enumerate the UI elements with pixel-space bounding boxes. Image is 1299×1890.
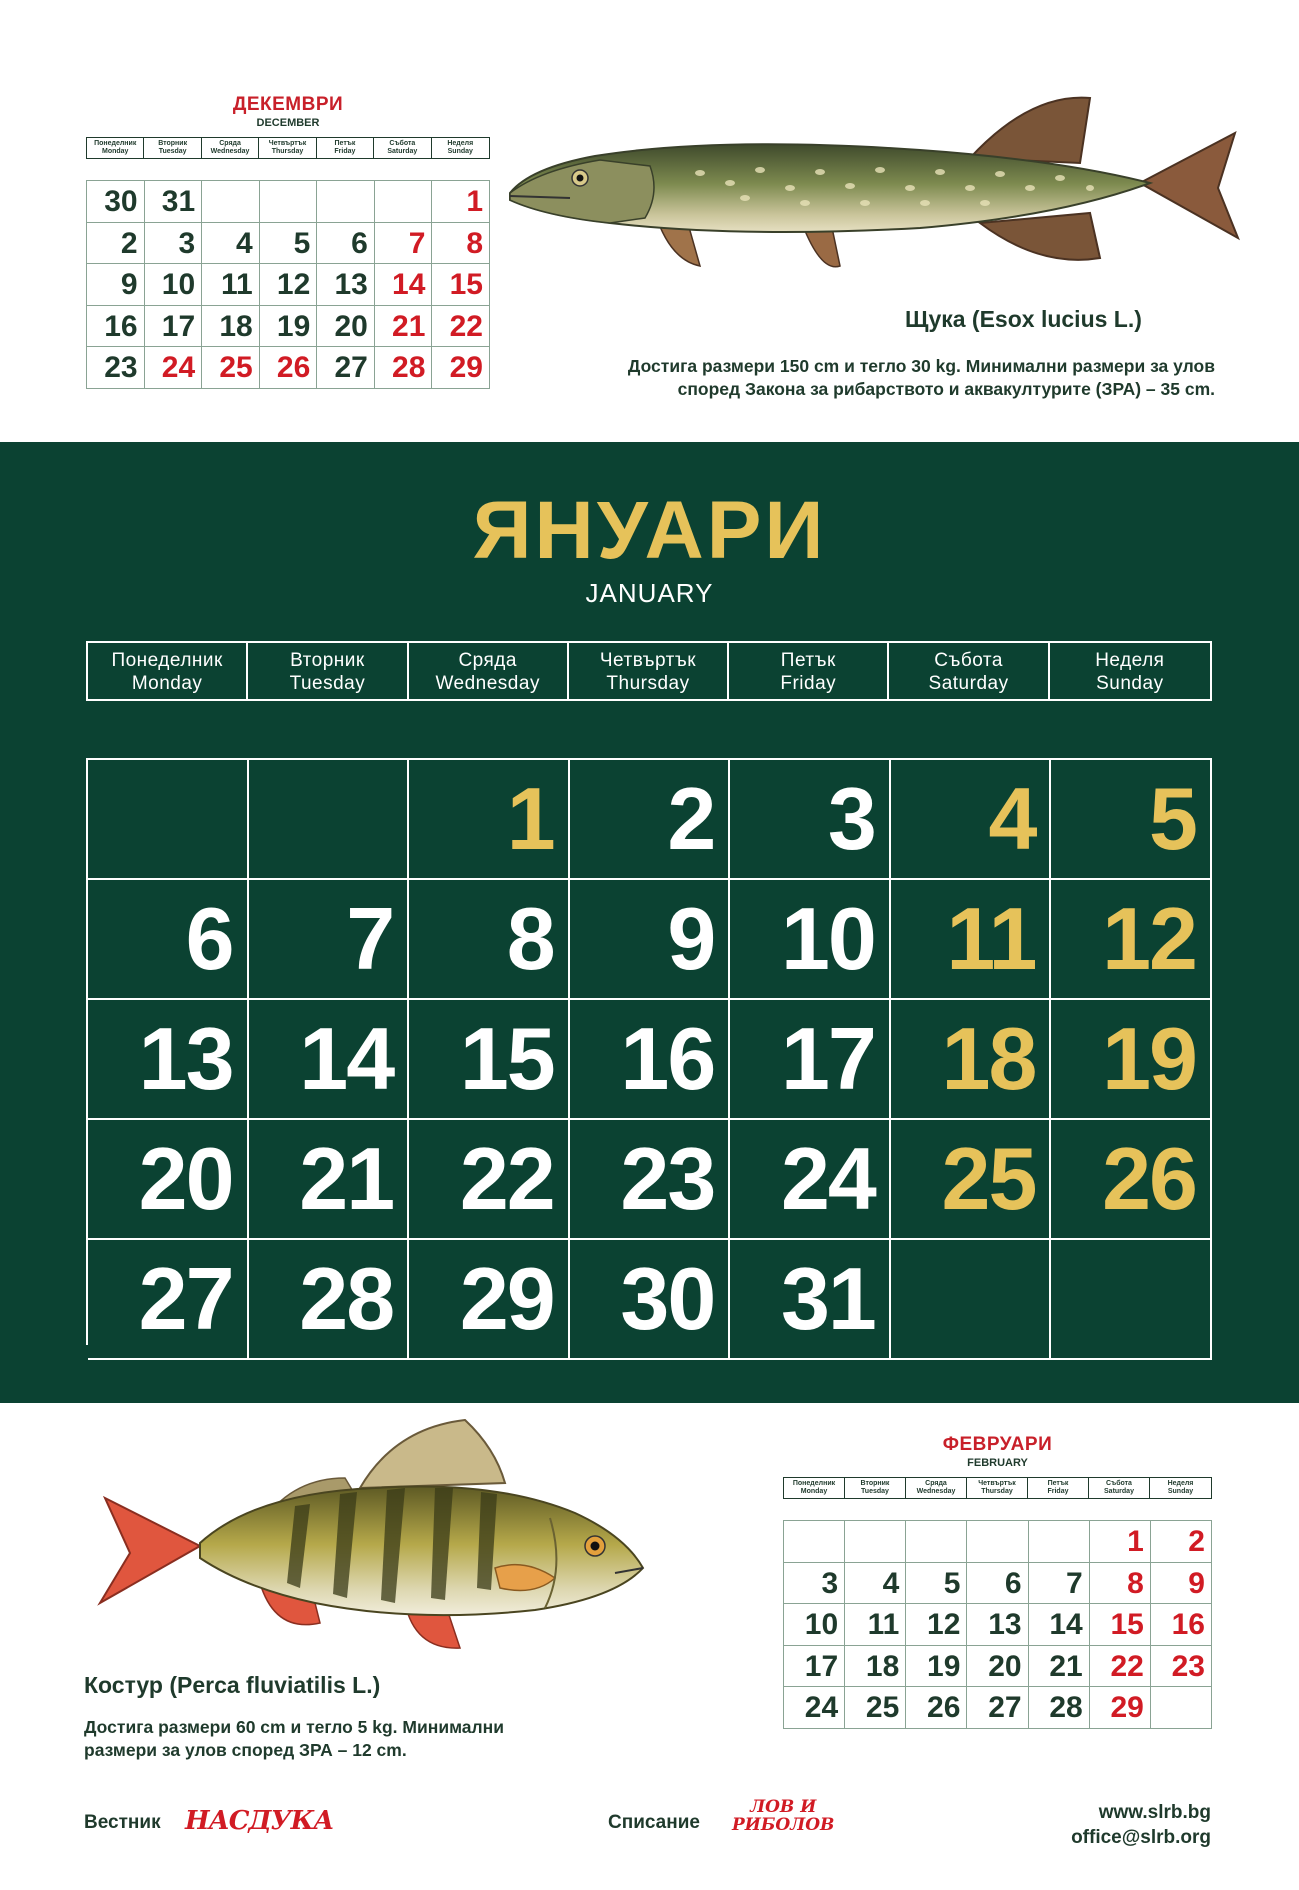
- day-cell: 18: [891, 1000, 1052, 1120]
- weekday-name-en: Wednesday: [916, 1488, 956, 1495]
- day-cell: 2: [1151, 1521, 1212, 1563]
- lov-i-ribolov-logo: [732, 1798, 834, 1834]
- weekday-header-cell: [729, 643, 889, 699]
- contact-info: [1071, 1800, 1211, 1850]
- day-cell: 18: [202, 306, 260, 348]
- day-cell: 1: [432, 181, 490, 223]
- weekday-name-bg: Сряда: [219, 140, 241, 147]
- weekday-name-bg: Петък: [334, 140, 356, 147]
- january-weekday-header: [86, 641, 1212, 701]
- day-cell: 30: [87, 181, 145, 223]
- weekday-header-cell: [569, 643, 729, 699]
- weekday-name-en: Wednesday: [210, 148, 250, 155]
- weekday-name-en: Thursday: [606, 673, 690, 694]
- weekday-name-en: Friday: [780, 673, 837, 694]
- empty-day-cell: [88, 760, 249, 880]
- day-cell: 25: [202, 347, 260, 389]
- day-cell: 7: [249, 880, 410, 1000]
- day-cell: 17: [145, 306, 203, 348]
- day-cell: 13: [317, 264, 375, 306]
- empty-day-cell: [1151, 1687, 1212, 1729]
- empty-day-cell: [260, 181, 318, 223]
- weekday-name-bg: Вторник: [290, 650, 365, 671]
- day-cell: 26: [260, 347, 318, 389]
- perch-fish-illustration: [95, 1418, 655, 1663]
- weekday-header-cell: [1028, 1478, 1089, 1498]
- day-cell: 3: [145, 223, 203, 265]
- day-cell: 13: [88, 1000, 249, 1120]
- day-cell: 7: [1029, 1563, 1090, 1605]
- day-cell: 16: [87, 306, 145, 348]
- day-cell: 28: [1029, 1687, 1090, 1729]
- day-cell: 4: [891, 760, 1052, 880]
- day-cell: 8: [1090, 1563, 1151, 1605]
- weekday-header-cell: [409, 643, 569, 699]
- perch-description-line-1: Достига размери 60 cm и тегло 5 kg. Минимални: [84, 1717, 504, 1737]
- weekday-name-en: Saturday: [928, 673, 1009, 694]
- day-cell: 11: [891, 880, 1052, 1000]
- day-cell: 15: [1090, 1604, 1151, 1646]
- empty-day-cell: [375, 181, 433, 223]
- weekday-name-bg: Четвъртък: [268, 140, 307, 147]
- day-cell: 5: [1051, 760, 1212, 880]
- weekday-name-en: Monday: [800, 1488, 828, 1495]
- pike-fish-illustration: [500, 88, 1240, 283]
- website-link[interactable]: www.slrb.bg: [1098, 1802, 1211, 1823]
- day-cell: 27: [967, 1687, 1028, 1729]
- day-cell: 10: [784, 1604, 845, 1646]
- day-cell: 20: [967, 1646, 1028, 1688]
- day-cell: 19: [260, 306, 318, 348]
- empty-day-cell: [249, 760, 410, 880]
- day-cell: 12: [260, 264, 318, 306]
- empty-day-cell: [891, 1240, 1052, 1360]
- empty-day-cell: [906, 1521, 967, 1563]
- february-title: ФЕВРУАРИ: [942, 1434, 1053, 1455]
- day-cell: 12: [1051, 880, 1212, 1000]
- weekday-header-cell: [845, 1478, 906, 1498]
- february-subtitle: FEBRUARY: [967, 1457, 1028, 1469]
- day-cell: 4: [845, 1563, 906, 1605]
- day-cell: 17: [784, 1646, 845, 1688]
- day-cell: 1: [409, 760, 570, 880]
- day-cell: 29: [432, 347, 490, 389]
- weekday-name-en: Monday: [131, 673, 203, 694]
- day-cell: 22: [1090, 1646, 1151, 1688]
- day-cell: 17: [730, 1000, 891, 1120]
- december-weekday-header: [86, 137, 490, 159]
- day-cell: 18: [845, 1646, 906, 1688]
- empty-day-cell: [967, 1521, 1028, 1563]
- january-subtitle: JANUARY: [585, 578, 714, 608]
- day-cell: 29: [409, 1240, 570, 1360]
- day-cell: 24: [145, 347, 203, 389]
- day-cell: 10: [145, 264, 203, 306]
- weekday-name-bg: Вторник: [158, 140, 188, 147]
- day-cell: 6: [317, 223, 375, 265]
- day-cell: 9: [87, 264, 145, 306]
- day-cell: 11: [845, 1604, 906, 1646]
- weekday-header-cell: [259, 138, 316, 158]
- day-cell: 27: [88, 1240, 249, 1360]
- newspaper-label: Вестник: [84, 1812, 161, 1833]
- day-cell: 6: [967, 1563, 1028, 1605]
- weekday-header-cell: [144, 138, 201, 158]
- weekday-header-cell: [906, 1478, 967, 1498]
- day-cell: 29: [1090, 1687, 1151, 1729]
- february-day-grid: [783, 1520, 1212, 1729]
- day-cell: 23: [87, 347, 145, 389]
- weekday-name-en: Tuesday: [289, 673, 366, 694]
- weekday-name-en: Sunday: [1167, 1488, 1194, 1495]
- day-cell: 25: [891, 1120, 1052, 1240]
- weekday-header-cell: [374, 138, 431, 158]
- weekday-name-bg: Събота: [934, 650, 1003, 671]
- december-subtitle: DECEMBER: [256, 117, 320, 129]
- day-cell: 9: [570, 880, 731, 1000]
- weekday-name-bg: Понеделник: [94, 140, 137, 147]
- weekday-name-bg: Неделя: [447, 140, 474, 147]
- nasduka-logo: [185, 1806, 333, 1836]
- day-cell: 4: [202, 223, 260, 265]
- day-cell: 16: [1151, 1604, 1212, 1646]
- day-cell: 22: [432, 306, 490, 348]
- weekday-name-bg: Понеделник: [792, 1480, 836, 1487]
- weekday-header-cell: [432, 138, 489, 158]
- perch-name: Костур (Perca fluviatilis L.): [84, 1672, 381, 1698]
- december-title: ДЕКЕМВРИ: [232, 94, 344, 115]
- weekday-header-cell: [88, 643, 248, 699]
- weekday-name-en: Friday: [334, 148, 356, 155]
- day-cell: 3: [784, 1563, 845, 1605]
- day-cell: 21: [249, 1120, 410, 1240]
- day-cell: 5: [260, 223, 318, 265]
- day-cell: 3: [730, 760, 891, 880]
- day-cell: 25: [845, 1687, 906, 1729]
- weekday-name-bg: Събота: [1106, 1480, 1132, 1487]
- weekday-header-cell: [317, 138, 374, 158]
- day-cell: 20: [88, 1120, 249, 1240]
- weekday-name-en: Wednesday: [435, 673, 540, 694]
- perch-description-line-2: размери за улов според ЗРА – 12 cm.: [84, 1740, 407, 1760]
- day-cell: 19: [1051, 1000, 1212, 1120]
- day-cell: 19: [906, 1646, 967, 1688]
- lov-i-ribolov-logo-line-2: РИБОЛОВ: [732, 1815, 835, 1835]
- day-cell: 8: [409, 880, 570, 1000]
- weekday-name-en: Sunday: [447, 148, 473, 155]
- day-cell: 10: [730, 880, 891, 1000]
- weekday-header-cell: [1050, 643, 1210, 699]
- day-cell: 16: [570, 1000, 731, 1120]
- day-cell: 31: [730, 1240, 891, 1360]
- day-cell: 26: [1051, 1120, 1212, 1240]
- pike-description: [455, 355, 1215, 401]
- weekday-name-en: Friday: [1047, 1488, 1069, 1495]
- empty-day-cell: [845, 1521, 906, 1563]
- january-title: ЯНУАРИ: [472, 485, 827, 576]
- day-cell: 24: [730, 1120, 891, 1240]
- day-cell: 1: [1090, 1521, 1151, 1563]
- day-cell: 14: [249, 1000, 410, 1120]
- day-cell: 23: [570, 1120, 731, 1240]
- pike-name: Щука (Esox lucius L.): [905, 306, 1142, 332]
- december-calendar: [86, 94, 490, 389]
- pike-description-line-1: Достига размери 150 cm и тегло 30 kg. Минимални размери за улов: [627, 356, 1215, 376]
- day-cell: 14: [375, 264, 433, 306]
- day-cell: 24: [784, 1687, 845, 1729]
- day-cell: 30: [570, 1240, 731, 1360]
- weekday-header-cell: [889, 643, 1049, 699]
- empty-day-cell: [317, 181, 375, 223]
- email-link[interactable]: office@slrb.org: [1071, 1827, 1211, 1848]
- december-day-grid: [86, 180, 490, 389]
- weekday-header-cell: [87, 138, 144, 158]
- february-weekday-header: [783, 1477, 1212, 1499]
- day-cell: 6: [88, 880, 249, 1000]
- day-cell: 15: [409, 1000, 570, 1120]
- weekday-name-bg: Петък: [780, 650, 836, 671]
- day-cell: 9: [1151, 1563, 1212, 1605]
- day-cell: 21: [1029, 1646, 1090, 1688]
- pike-description-line-2: според Закона за рибарството и аквакултурите (ЗРА) – 35 cm.: [677, 379, 1215, 399]
- weekday-header-cell: [784, 1478, 845, 1498]
- empty-day-cell: [1029, 1521, 1090, 1563]
- day-cell: 8: [432, 223, 490, 265]
- day-cell: 2: [87, 223, 145, 265]
- weekday-name-bg: Четвъртък: [978, 1480, 1016, 1487]
- perch-description: [84, 1716, 504, 1762]
- day-cell: 20: [317, 306, 375, 348]
- weekday-name-en: Thursday: [981, 1488, 1013, 1495]
- weekday-header-cell: [202, 138, 259, 158]
- weekday-name-en: Tuesday: [861, 1488, 889, 1495]
- weekday-name-bg: Неделя: [1167, 1480, 1194, 1487]
- day-cell: 27: [317, 347, 375, 389]
- weekday-header-cell: [1150, 1478, 1211, 1498]
- weekday-name-bg: Неделя: [1095, 650, 1165, 671]
- february-calendar: [783, 1434, 1212, 1729]
- weekday-name-bg: Сряда: [458, 650, 517, 671]
- day-cell: 11: [202, 264, 260, 306]
- weekday-name-en: Saturday: [387, 148, 418, 155]
- weekday-name-bg: Петък: [1047, 1480, 1069, 1487]
- weekday-name-en: Tuesday: [158, 148, 187, 155]
- day-cell: 13: [967, 1604, 1028, 1646]
- weekday-name-bg: Понеделник: [111, 650, 223, 671]
- empty-day-cell: [202, 181, 260, 223]
- day-cell: 28: [375, 347, 433, 389]
- weekday-header-cell: [967, 1478, 1028, 1498]
- magazine-label: Списание: [608, 1812, 700, 1833]
- day-cell: 31: [145, 181, 203, 223]
- weekday-name-bg: Събота: [389, 140, 416, 147]
- empty-day-cell: [784, 1521, 845, 1563]
- day-cell: 7: [375, 223, 433, 265]
- weekday-name-bg: Четвъртък: [599, 650, 697, 671]
- empty-day-cell: [1051, 1240, 1212, 1360]
- weekday-name-en: Thursday: [271, 148, 304, 155]
- weekday-name-en: Monday: [101, 148, 129, 155]
- day-cell: 14: [1029, 1604, 1090, 1646]
- weekday-name-en: Sunday: [1096, 673, 1164, 694]
- weekday-name-bg: Вторник: [860, 1480, 890, 1487]
- weekday-header-cell: [248, 643, 408, 699]
- day-cell: 12: [906, 1604, 967, 1646]
- day-cell: 5: [906, 1563, 967, 1605]
- lov-i-ribolov-logo-line-1: ЛОВ И: [750, 1797, 817, 1817]
- day-cell: 2: [570, 760, 731, 880]
- nasduka-logo-text: НАСДУКА: [185, 1806, 334, 1836]
- day-cell: 15: [432, 264, 490, 306]
- day-cell: 21: [375, 306, 433, 348]
- weekday-header-cell: [1089, 1478, 1150, 1498]
- day-cell: 23: [1151, 1646, 1212, 1688]
- weekday-name-en: Saturday: [1104, 1488, 1134, 1495]
- day-cell: 28: [249, 1240, 410, 1360]
- weekday-name-bg: Сряда: [925, 1480, 947, 1487]
- day-cell: 22: [409, 1120, 570, 1240]
- january-day-grid: [86, 758, 1212, 1348]
- day-cell: 26: [906, 1687, 967, 1729]
